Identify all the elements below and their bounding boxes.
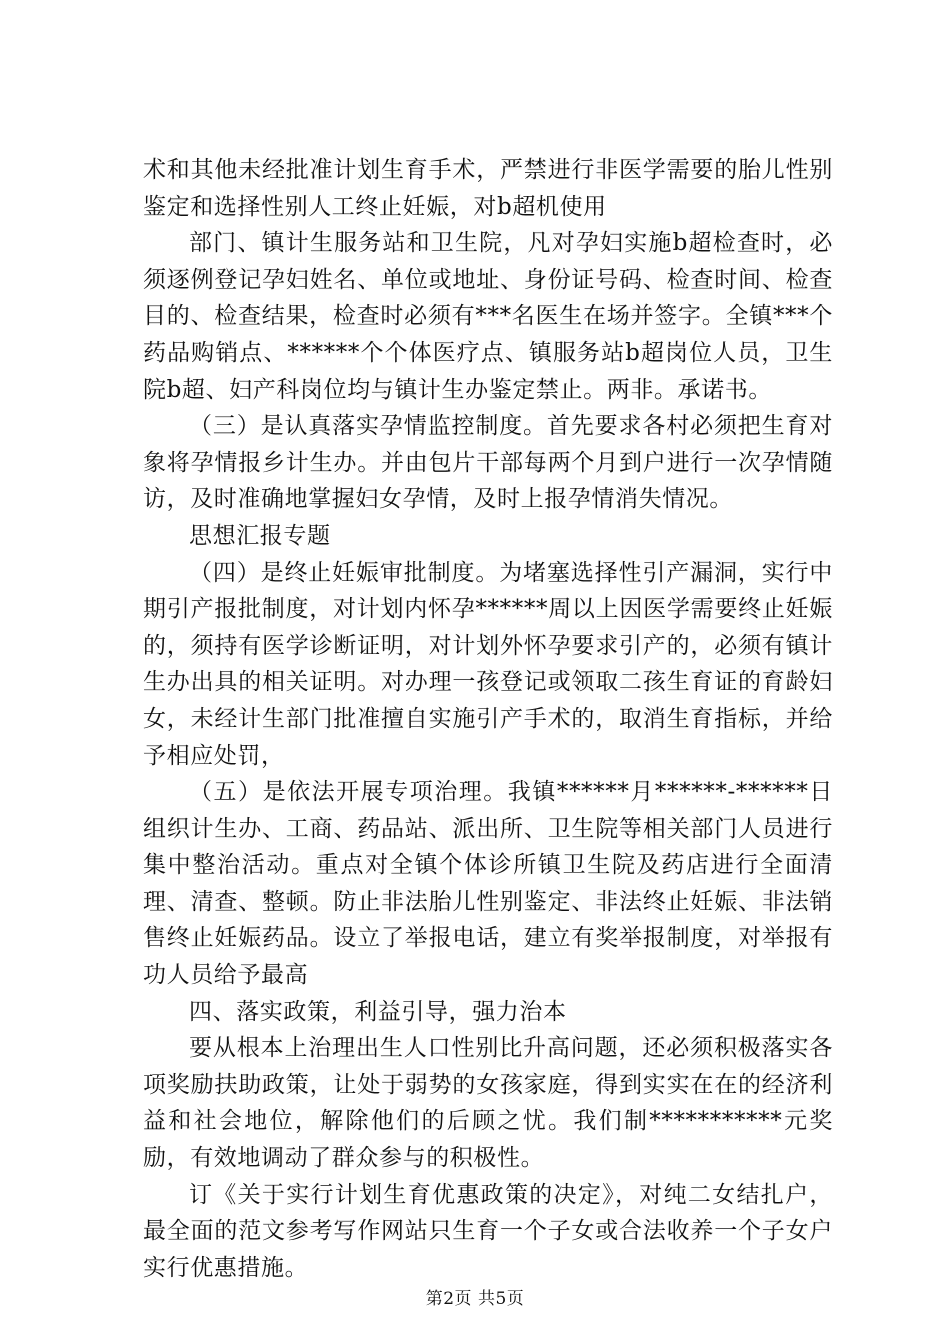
paragraph-special-governance: （五）是依法开展专项治理。我镇******月******-******日组织计生办、工商、药品站、派出所、卫生院等相关部门人员进行集中整治活动。重点对全镇个体诊所镇卫生院及药店进行全面清理、清查、整顿。防止非法胎儿性别鉴定、非法终止妊娠、非法销售终止妊娠药品。设立了举报电话，建立有奖举报制度，对举报有功人员给予最高 — [143, 779, 833, 989]
page-number-footer: 第2页 共5页 — [425, 1289, 525, 1309]
document-body — [143, 152, 833, 1286]
paragraph-preferential-measures: 订《关于实行计划生育优惠政策的决定》，对纯二女结扎户，最全面的范文参考写作网站只生育一个子女或合法收养一个子女户实行优惠措施。 — [143, 1181, 833, 1281]
section-heading-four: 四、落实政策，利益引导，强力治本 — [189, 998, 567, 1025]
paragraph-termination-approval: （四）是终止妊娠审批制度。为堵塞选择性引产漏洞，实行中期引产报批制度，对计划内怀孕******周以上因医学需要终止妊娠的，须持有医学诊断证明，对计划外怀孕要求引产的，必须有镇计生办出具的相关证明。对办理一孩登记或领取二孩生育证的育龄妇女，未经计生部门批准擅自实施引产手术的，取消生育指标，并给予相应处罚， — [143, 559, 833, 769]
paragraph-continuation: 术和其他未经批准计划生育手术，严禁进行非医学需要的胎儿性别鉴定和选择性别人工终止妊娠，对b超机使用 — [143, 157, 833, 220]
paragraph-inline-heading: 思想汇报专题 — [189, 522, 331, 549]
paragraph-incentive-policy: 要从根本上治理出生人口性别比升高问题，还必须积极落实各项奖励扶助政策，让处于弱势的女孩家庭，得到实实在在的经济利益和社会地位，解除他们的后顾之忧。我们制***********元奖励，有效地调动了群众参与的积极性。 — [143, 1035, 833, 1172]
paragraph-b-ultrasound-registration: 部门、镇计生服务站和卫生院，凡对孕妇实施b超检查时，必须逐例登记孕妇姓名、单位或地址、身份证号码、检查时间、检查目的、检查结果，检查时必须有***名医生在场并签字。全镇***个药品购销点、******个个体医疗点、镇服务站b超岗位人员，卫生院b超、妇产科岗位均与镇计生办鉴定禁止。两非。承诺书。 — [143, 230, 833, 403]
paragraph-pregnancy-monitoring: （三）是认真落实孕情监控制度。首先要求各村必须把生育对象将孕情报乡计生办。并由包片干部每两个月到户进行一次孕情随访，及时准确地掌握妇女孕情，及时上报孕情消失情况。 — [143, 413, 833, 513]
